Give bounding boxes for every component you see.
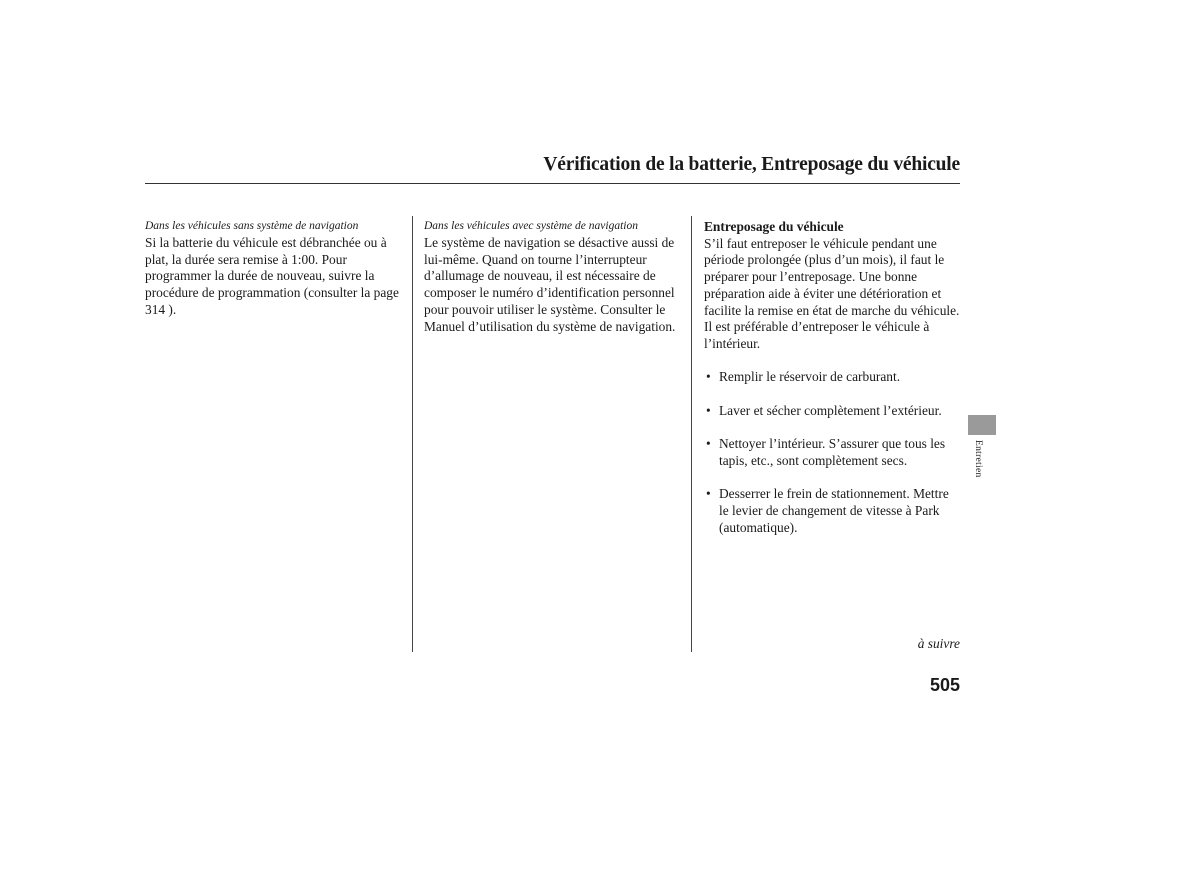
column-divider-2 (691, 216, 692, 652)
continued-note: à suivre (917, 636, 960, 651)
column-divider-1 (412, 216, 413, 652)
middle-body-text: Le système de navigation se désactive aussi de lui-même. Quand on tourne l’interrupteur d’allumage de nouveau, il est nécessaire de composer le numéro d’identification personnel pour pouvoir utiliser le système. Consulter le Manuel d’utilisation du système de navigation. (424, 235, 676, 334)
list-item (704, 403, 960, 420)
list-item-text: Nettoyer l’intérieur. S’assurer que tous les tapis, etc., sont complètement secs. (719, 436, 946, 468)
column-left (145, 219, 407, 319)
list-item-text: Desserrer le frein de stationnement. Mettre le levier de changement de vitesse à Park (automatique). (719, 486, 949, 535)
bullet-icon: • (706, 402, 711, 418)
list-item (704, 486, 960, 536)
list-item-text: Remplir le réservoir de carburant. (719, 369, 901, 385)
list-item (704, 436, 960, 469)
list-item-text: Laver et sécher complètement l’extérieur. (719, 402, 942, 418)
column-middle (424, 219, 686, 335)
title-divider (145, 183, 960, 184)
bullet-icon: • (706, 369, 711, 385)
left-subheading: Dans les véhicules sans système de navigation (145, 220, 359, 232)
column-right (704, 219, 960, 553)
storage-checklist (704, 369, 960, 536)
storage-heading: Entreposage du véhicule (704, 219, 844, 234)
left-body-text: Si la batterie du véhicule est débranchée ou à plat, la durée sera remise à 1:00. Pour programmer la durée de nouveau, suivre la procédure de programmation (consulter la page 314 ). (145, 235, 399, 317)
page-title: Vérification de la batterie, Entreposage du véhicule (543, 154, 960, 175)
bullet-icon: • (706, 436, 711, 452)
section-tab-marker (968, 415, 996, 435)
bullet-icon: • (706, 486, 711, 502)
page-number: 505 (929, 675, 960, 695)
storage-body-text: S’il faut entreposer le véhicule pendant une période prolongée (plus d’un mois), il faut le préparer pour l’entreposage. Une bonne préparation aide à éviter une détérioration et facilite la remise en état de marche du véhicule. Il est préférable d’entreposer le véhicule à l’intérieur. (704, 235, 960, 351)
section-tab-label: Entretien (973, 440, 983, 478)
middle-subheading: Dans les véhicules avec système de navigation (424, 220, 638, 232)
list-item (704, 369, 960, 386)
